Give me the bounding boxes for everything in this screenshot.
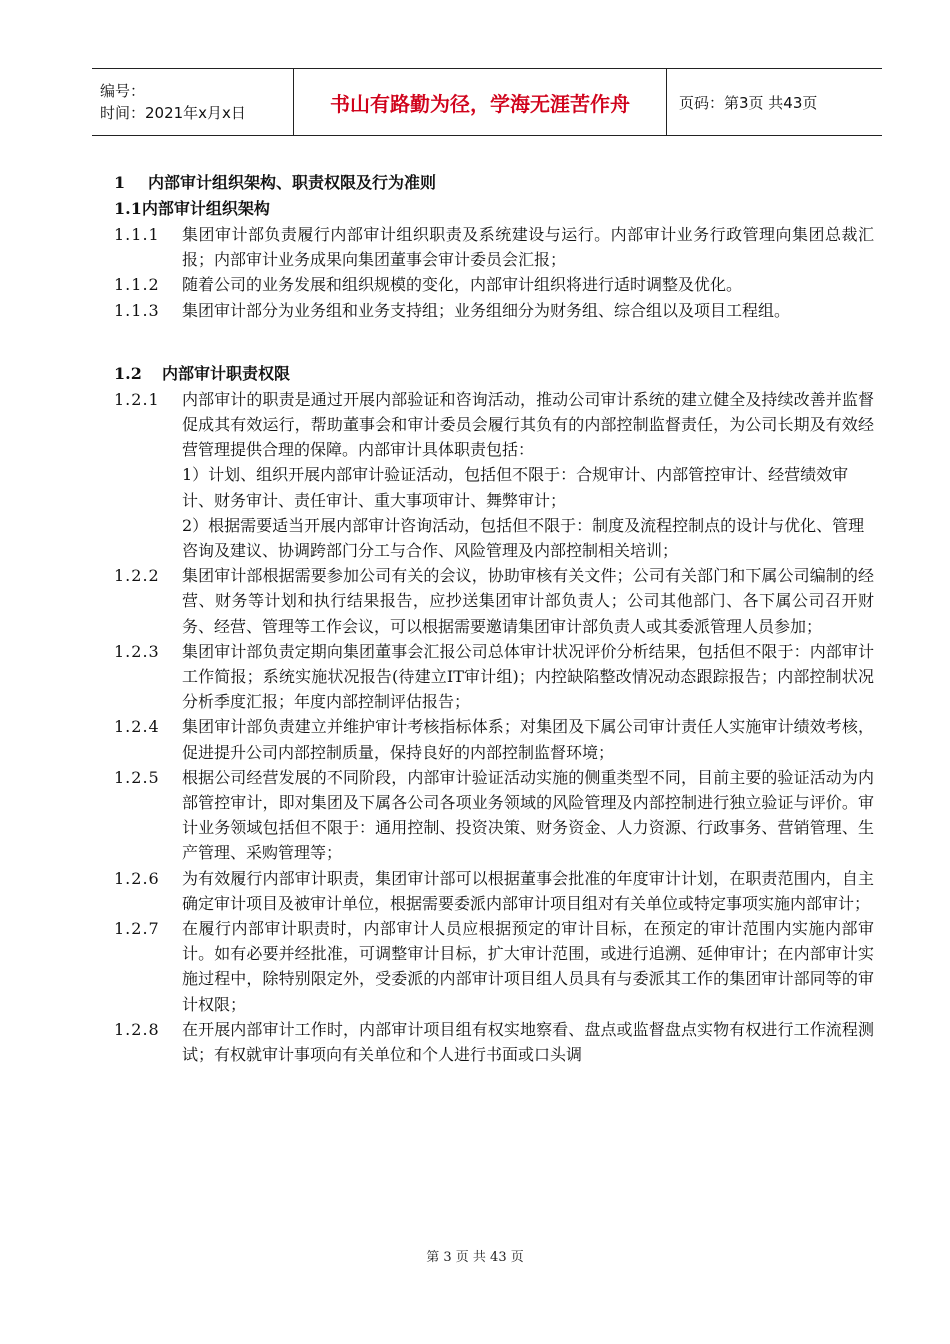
clause-text: 在开展内部审计工作时，内部审计项目组有权实地察看、盘点或监督盘点实物有权进行工作流程测试；有权就审计事项向有关单位和个人进行书面或口头调	[182, 1019, 874, 1065]
section-gap	[114, 323, 874, 361]
section-title: 内部审计职责权限	[162, 363, 291, 383]
time-label: 时间：2021年x月x日	[100, 104, 246, 122]
clause-number: 1.2.7	[114, 919, 160, 939]
clause-number: 1.2.2	[114, 566, 160, 586]
clause-text: 集团审计部根据需要参加公司有关的会议，协助审核有关文件；公司有关部门和下属公司编制的经营、财务等计划和执行结果报告，应抄送集团审计部负责人；公司其他部门、各下属公司召开财务、经营、管理等工作会议，可以根据需要邀请集团审计部负责人或其委派管理人员参加；	[182, 566, 874, 636]
header-meta	[92, 69, 294, 135]
clause-1-2-3	[114, 639, 874, 715]
page-header	[92, 68, 882, 136]
section-number: 1	[114, 173, 126, 192]
section-title: 内部审计组织架构、职责权限及行为准则	[148, 173, 437, 192]
clause-number: 1.2.8	[114, 1019, 160, 1039]
clause-sub-item: 2）根据需要适当开展内部审计咨询活动，包括但不限于：制度及流程控制点的设计与优化、管理咨询及建议、协调跨部门分工与合作、风险管理及内部控制相关培训；	[182, 515, 865, 561]
clause-number: 1.2.1	[114, 389, 160, 409]
clause-1-1-2	[114, 272, 874, 297]
clause-text: 集团审计部负责履行内部审计组织职责及系统建设与运行。内部审计业务行政管理向集团总裁汇报；内部审计业务成果向集团董事会审计委员会汇报；	[182, 225, 874, 270]
page-footer: 第 3 页 共 43 页	[426, 1250, 524, 1265]
document-body	[114, 170, 874, 1067]
clause-number: 1.2.6	[114, 868, 160, 888]
section-1-2-items	[114, 563, 874, 1067]
section-heading-1	[114, 170, 874, 196]
clause-1-2-7	[114, 916, 874, 1017]
section-1-1-items	[114, 222, 874, 323]
clause-number: 1.1.2	[114, 275, 160, 295]
section-heading-1-1: 1.1内部审计组织架构	[114, 199, 270, 218]
clause-1-2-6	[114, 866, 874, 916]
clause-1-2-4	[114, 714, 874, 764]
clause-1-2-2	[114, 563, 874, 639]
section-heading-1-2	[114, 361, 874, 387]
clause-text: 随着公司的业务发展和组织规模的变化，内部审计组织将进行适时调整及优化。	[182, 275, 743, 295]
clause-text: 集团审计部分为业务组和业务支持组；业务组细分为财务组、综合组以及项目工程组。	[182, 300, 791, 320]
header-page-info: 页码：第3页 共43页	[679, 93, 818, 112]
clause-number: 1.2.4	[114, 717, 160, 737]
clause-1-2-8	[114, 1017, 874, 1067]
clause-1-2-5	[114, 765, 874, 866]
clause-text: 集团审计部负责建立并维护审计考核指标体系；对集团及下属公司审计责任人实施审计绩效考核，促进提升公司内部控制质量，保持良好的内部控制监督环境；	[182, 717, 874, 762]
clause-number: 1.1.1	[114, 225, 160, 244]
section-number: 1.2	[114, 363, 142, 383]
header-motto: 书山有路勤为径，学海无涯苦作舟	[294, 69, 667, 135]
clause-text: 根据公司经营发展的不同阶段，内部审计验证活动实施的侧重类型不同，目前主要的验证活动为内部管控审计，即对集团及下属各公司各项业务领域的风险管理及内部控制进行独立验证与评价。审计业务领域包括但不限于：通用控制、投资决策、财务资金、人力资源、行政事务、营销管理、生产管理、采购管理等；	[182, 767, 874, 863]
clause-text: 为有效履行内部审计职责，集团审计部可以根据董事会批准的年度审计计划，在职责范围内，自主确定审计项目及被审计单位，根据需要委派内部审计项目组对有关单位或特定事项实施内部审计；	[182, 868, 874, 913]
clause-number: 1.2.5	[114, 767, 160, 787]
clause-number: 1.2.3	[114, 641, 160, 661]
clause-text: 内部审计的职责是通过开展内部验证和咨询活动，推动公司审计系统的建立健全及持续改善并监督促成其有效运行，帮助董事会和审计委员会履行其负有的内部控制监督责任，为公司长期及有效经营管理提供合理的保障。内部审计具体职责包括：	[182, 389, 874, 460]
serial-label: 编号：	[100, 82, 146, 100]
clause-1-1-3	[114, 298, 874, 323]
clause-1-1-1	[114, 222, 874, 272]
clause-text: 集团审计部负责定期向集团董事会汇报公司总体审计状况评价分析结果，包括但不限于：内部审计工作简报；系统实施状况报告(待建立IT审计组)；内控缺陷整改情况动态跟踪报告；内部控制状况分析季度汇报；年度内部控制评估报告；	[182, 641, 874, 712]
clause-text: 在履行内部审计职责时，内部审计人员应根据预定的审计目标，在预定的审计范围内实施内部审计。如有必要并经批准，可调整审计目标，扩大审计范围，或进行追溯、延伸审计；在内部审计实施过程中，除特别限定外，受委派的内部审计项目组人员具有与委派其工作的集团审计部同等的审计权限；	[182, 919, 874, 1014]
clause-1-2-1	[114, 387, 874, 463]
clause-sub-item: 1）计划、组织开展内部审计验证活动，包括但不限于：合规审计、内部管控审计、经营绩效审计、财务审计、责任审计、重大事项审计、舞弊审计；	[182, 465, 849, 510]
clause-number: 1.1.3	[114, 300, 160, 320]
